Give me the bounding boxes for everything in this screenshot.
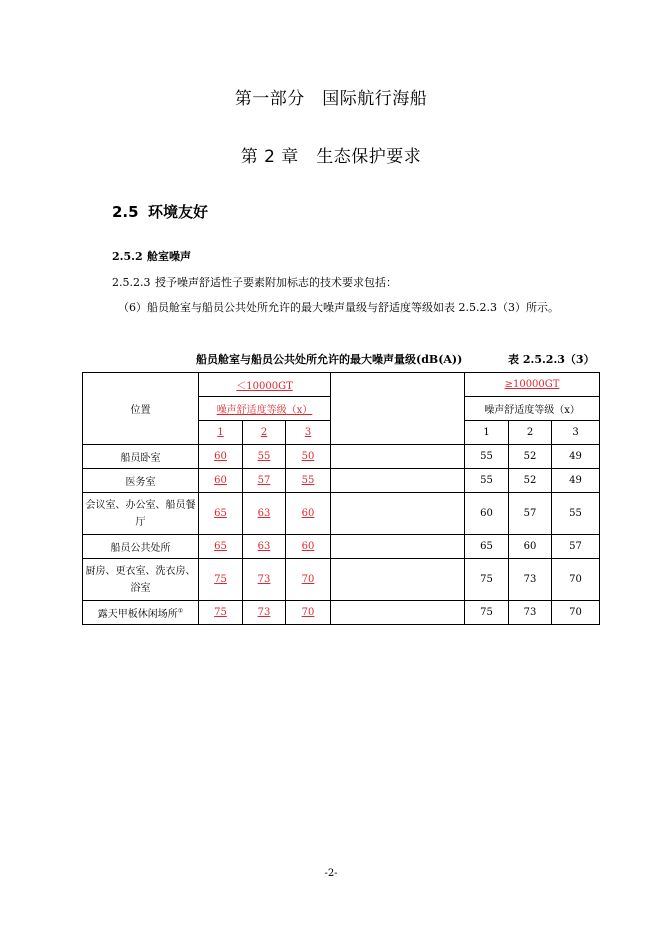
grade-large-3: 3 bbox=[552, 421, 600, 445]
small-value bbox=[243, 559, 286, 601]
large-value: 65 bbox=[465, 535, 509, 559]
subsection-title-text: 舱室噪声 bbox=[147, 250, 191, 263]
large-value: 75 bbox=[465, 559, 509, 601]
small-value bbox=[199, 559, 243, 601]
large-value: 55 bbox=[465, 445, 509, 469]
grade-small-2 bbox=[243, 421, 286, 445]
value: 60 bbox=[301, 541, 315, 552]
comfort-small-label: 噪声舒适度等级（x） bbox=[216, 405, 313, 416]
value: 70 bbox=[301, 574, 315, 585]
blank-cell bbox=[331, 535, 465, 559]
value: 65 bbox=[214, 541, 227, 552]
value: 63 bbox=[257, 541, 271, 552]
small-value bbox=[199, 535, 243, 559]
grade-label: 2 bbox=[260, 427, 268, 438]
table-row bbox=[83, 493, 600, 535]
large-value: 57 bbox=[552, 535, 600, 559]
large-value: 57 bbox=[509, 493, 552, 535]
large-value: 55 bbox=[552, 493, 600, 535]
large-value: 73 bbox=[509, 601, 552, 625]
blank-cell bbox=[331, 601, 465, 625]
chapter-title: 第 2 章 生态保护要求 bbox=[240, 147, 422, 167]
value: 60 bbox=[301, 508, 315, 519]
noise-level-table bbox=[82, 372, 600, 625]
value: 55 bbox=[257, 451, 271, 462]
header-comfort-small bbox=[199, 397, 331, 421]
value: 75 bbox=[214, 607, 227, 618]
small-value bbox=[286, 535, 331, 559]
value: 70 bbox=[301, 607, 315, 618]
large-value: 52 bbox=[509, 445, 552, 469]
table-row bbox=[83, 469, 600, 493]
paragraph-number: 2.5.2.3 bbox=[112, 276, 151, 289]
small-value bbox=[286, 469, 331, 493]
small-value bbox=[286, 601, 331, 625]
value: 63 bbox=[257, 508, 271, 519]
table-row bbox=[83, 559, 600, 601]
value: 60 bbox=[214, 475, 227, 486]
small-value bbox=[199, 445, 243, 469]
blank-cell bbox=[331, 493, 465, 535]
blank-cell bbox=[331, 445, 465, 469]
large-value: 73 bbox=[509, 559, 552, 601]
value: 55 bbox=[301, 475, 315, 486]
grade-label: 3 bbox=[304, 427, 312, 438]
grade-label: 1 bbox=[217, 427, 224, 438]
paragraph-requirements bbox=[112, 274, 397, 290]
small-value bbox=[243, 445, 286, 469]
table-row bbox=[83, 535, 600, 559]
row-location: 会议室、办公室、船员餐厅 bbox=[83, 493, 199, 535]
subsection-heading bbox=[112, 248, 191, 264]
section-heading bbox=[112, 201, 208, 222]
header-group-small bbox=[199, 373, 331, 397]
header-location: 位置 bbox=[83, 373, 199, 445]
group-large-label: ≥10000GT bbox=[504, 379, 560, 390]
blank-column bbox=[331, 373, 465, 445]
large-value: 49 bbox=[552, 469, 600, 493]
table-caption-title: 船员舱室与船员公共处所允许的最大噪声量级(dB(A)) bbox=[196, 353, 463, 366]
row-location: 厨房、更衣室、洗衣房、浴室 bbox=[83, 559, 199, 601]
value: 65 bbox=[214, 508, 227, 519]
small-value bbox=[199, 493, 243, 535]
small-value bbox=[243, 601, 286, 625]
blank-cell bbox=[331, 469, 465, 493]
grade-large-1: 1 bbox=[465, 421, 509, 445]
large-value: 60 bbox=[509, 535, 552, 559]
small-value bbox=[243, 535, 286, 559]
part-title: 第一部分 国际航行海船 bbox=[234, 89, 428, 109]
large-value: 49 bbox=[552, 445, 600, 469]
small-value bbox=[199, 469, 243, 493]
table-row bbox=[83, 601, 600, 625]
row-location: 船员公共处所 bbox=[83, 535, 199, 559]
large-value: 70 bbox=[552, 559, 600, 601]
large-value: 60 bbox=[465, 493, 509, 535]
grade-small-1 bbox=[199, 421, 243, 445]
large-value: 55 bbox=[465, 469, 509, 493]
section-title-text: 环境友好 bbox=[148, 203, 209, 221]
section-number: 2.5 bbox=[112, 203, 139, 221]
location-text: 露天甲板休闲场所 bbox=[97, 609, 178, 620]
grade-small-3 bbox=[286, 421, 331, 445]
small-value bbox=[243, 493, 286, 535]
large-value: 75 bbox=[465, 601, 509, 625]
small-value bbox=[199, 601, 243, 625]
page-number: -2- bbox=[324, 868, 338, 879]
value: 60 bbox=[214, 451, 227, 462]
value: 73 bbox=[257, 607, 271, 618]
subsection-number: 2.5.2 bbox=[112, 250, 143, 263]
table-caption-number: 表 2.5.2.3（3） bbox=[508, 353, 595, 366]
value: 73 bbox=[257, 574, 271, 585]
paragraph-text: 授予噪声舒适性子要素附加标志的技术要求包括： bbox=[155, 276, 397, 289]
blank-cell bbox=[331, 559, 465, 601]
small-value bbox=[243, 469, 286, 493]
large-value: 70 bbox=[552, 601, 600, 625]
value: 75 bbox=[214, 574, 227, 585]
small-value bbox=[286, 493, 331, 535]
paragraph-item-6: （6）船员舱室与船员公共处所允许的最大噪声量级与舒适度等级如表 2.5.2.3（3）所示。 bbox=[118, 301, 559, 314]
small-value bbox=[286, 445, 331, 469]
header-comfort-large: 噪声舒适度等级（x） bbox=[465, 397, 600, 421]
row-location bbox=[83, 601, 199, 625]
value: 57 bbox=[257, 475, 271, 486]
row-location: 医务室 bbox=[83, 469, 199, 493]
table-row bbox=[83, 445, 600, 469]
table-caption bbox=[0, 351, 662, 367]
footnote-mark: ① bbox=[177, 607, 184, 615]
row-location: 船员卧室 bbox=[83, 445, 199, 469]
small-value bbox=[286, 559, 331, 601]
group-small-label: ＜10000GT bbox=[236, 381, 293, 392]
header-group-large bbox=[465, 373, 600, 397]
large-value: 52 bbox=[509, 469, 552, 493]
value: 50 bbox=[301, 451, 315, 462]
grade-large-2: 2 bbox=[509, 421, 552, 445]
